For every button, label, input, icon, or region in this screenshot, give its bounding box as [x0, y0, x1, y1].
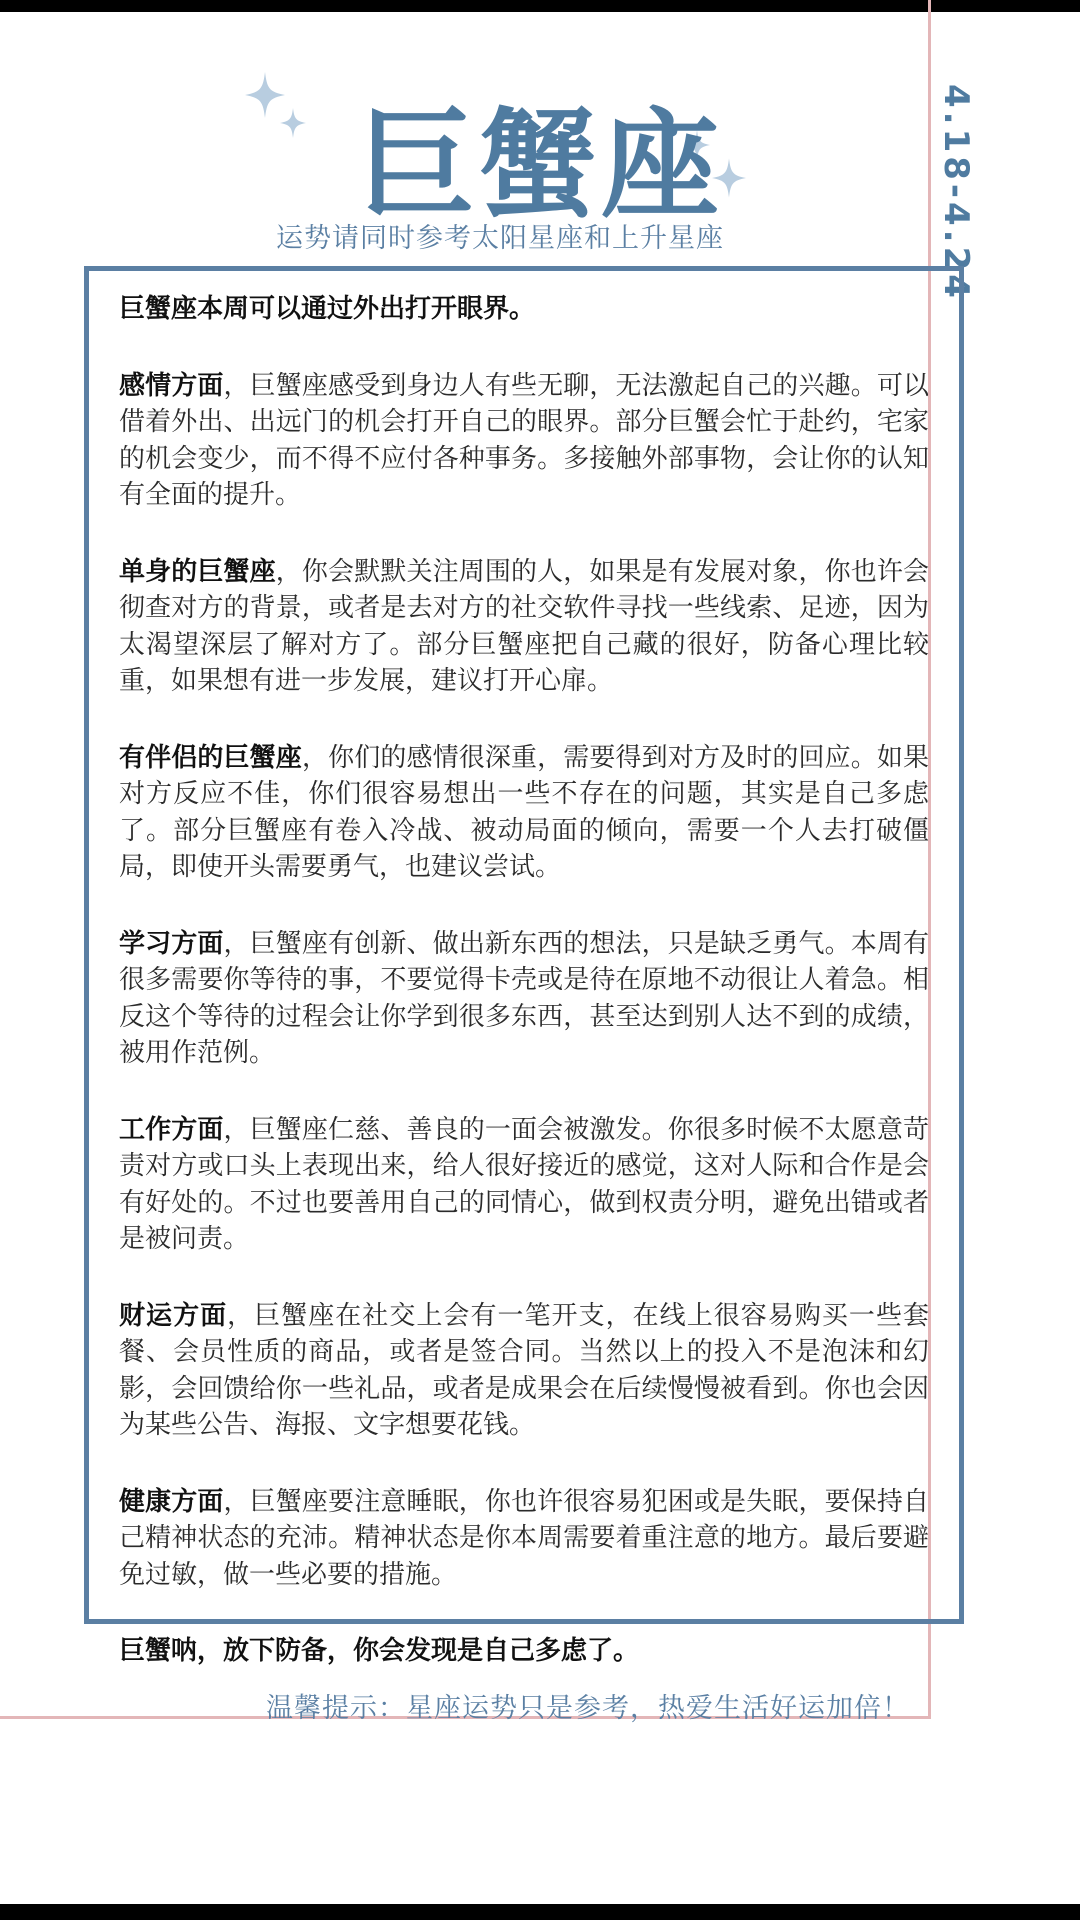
section-work — [119, 1112, 929, 1258]
section-partner — [119, 740, 929, 886]
status-bar — [0, 0, 1080, 12]
subtitle: 运势请同时参考太阳星座和上升星座 — [276, 223, 724, 254]
section-text: ，巨蟹座仁慈、善良的一面会被激发。你很多时候不太愿意苛责对方或口头上表现出来，给人很好接近的感觉，这对人际和合作是会有好处的。不过也要善用自己的同情心，做到权责分明，避免出错或者是被问责。 — [119, 1114, 929, 1254]
section-heading: 学习方面 — [119, 928, 224, 959]
section-heading: 有伴侣的巨蟹座 — [119, 742, 302, 773]
section-heading: 单身的巨蟹座 — [119, 556, 276, 587]
date-range: 4.18-4.24 — [936, 84, 976, 302]
section-text: ，巨蟹座感受到身边人有些无聊，无法激起自己的兴趣。可以借着外出、出远门的机会打开自己的眼界。部分巨蟹会忙于赴约，宅家的机会变少，而不得不应付各种事务。多接触外部事物，会让你的认知有全面的提升。 — [119, 370, 929, 510]
section-heading: 财运方面 — [119, 1300, 228, 1331]
section-heading: 健康方面 — [119, 1486, 224, 1517]
section-health — [119, 1484, 929, 1594]
section-study — [119, 926, 929, 1072]
section-love — [119, 368, 929, 514]
section-single — [119, 554, 929, 700]
closing-text: 巨蟹呐，放下防备，你会发现是自己多虑了。 — [119, 1636, 640, 1666]
section-text: ，巨蟹座要注意睡眠，你也许很容易犯困或是失眠，要保持自己精神状态的充沛。精神状态是你本周需要着重注意的地方。最后要避免过敏，做一些必要的措施。 — [119, 1486, 929, 1590]
navigation-bar — [0, 1904, 1080, 1920]
section-text: ，巨蟹座在社交上会有一笔开支，在线上很容易购买一些套餐、会员性质的商品，或者是签合同。当然以上的投入不是泡沫和幻影，会回馈给你一些礼品，或者是成果会在后续慢慢被看到。你也会因为某些公告、海报、文字想要花钱。 — [119, 1300, 929, 1440]
intro-text: 巨蟹座本周可以通过外出打开眼界。 — [119, 294, 536, 324]
footer-tip: 温馨提示：星座运势只是参考，热爱生活好运加倍！ — [266, 1693, 910, 1724]
section-heading: 感情方面 — [119, 370, 224, 401]
section-text: ，巨蟹座有创新、做出新东西的想法，只是缺乏勇气。本周有很多需要你等待的事，不要觉得卡壳或是待在原地不动很让人着急。相反这个等待的过程会让你学到很多东西，甚至达到别人达不到的成绩，被用作范例。 — [119, 928, 929, 1068]
section-text: ，你们的感情很深重，需要得到对方及时的回应。如果对方反应不佳，你们很容易想出一些不存在的问题，其实是自己多虑了。部分巨蟹座有卷入冷战、被动局面的倾向，需要一个人去打破僵局，即使开头需要勇气，也建议尝试。 — [119, 742, 929, 882]
section-heading: 工作方面 — [119, 1114, 224, 1145]
section-wealth — [119, 1298, 929, 1444]
section-text: ，你会默默关注周围的人，如果是有发展对象，你也许会彻查对方的背景，或者是去对方的社交软件寻找一些线索、足迹，因为太渴望深层了解对方了。部分巨蟹座把自己藏的很好，防备心理比较重，如果想有进一步发展，建议打开心扉。 — [119, 556, 929, 696]
horoscope-content-box — [84, 266, 964, 1666]
page-title: 巨蟹座 — [356, 96, 723, 234]
